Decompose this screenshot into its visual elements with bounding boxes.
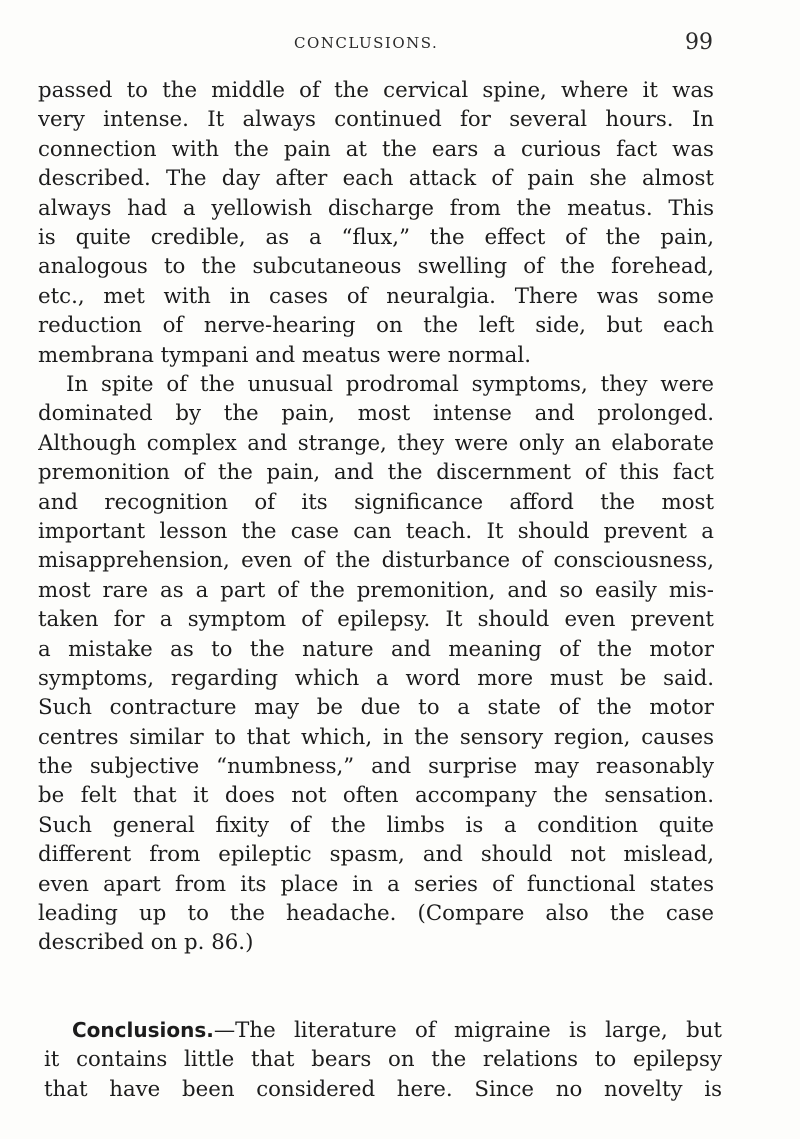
text-line: important lesson the case can teach. It should prevent a [38, 518, 714, 544]
text-line: and recognition of its significance afford the most [38, 489, 714, 515]
text-line: is quite credible, as a “flux,” the effect of the pain, [38, 224, 714, 250]
running-title: CONCLUSIONS. [294, 34, 439, 52]
paragraph-1 [38, 76, 714, 370]
text-line: Such general fixity of the limbs is a condition quite [38, 812, 714, 838]
text-line: that have been considered here. Since no novelty is [44, 1076, 722, 1102]
text-line: Although complex and strange, they were only an elaborate [38, 430, 714, 456]
text-line: Such contracture may be due to a state of the motor [38, 695, 714, 721]
text-line: membrana tympani and meatus were normal. [38, 342, 531, 368]
text-line: be felt that it does not often accompany the sensation. [38, 783, 714, 809]
paragraph-conclusions [44, 1016, 722, 1104]
text-line: passed to the middle of the cervical spine, where it was [38, 78, 714, 103]
text-line: etc., met with in cases of neuralgia. There was some [38, 283, 714, 309]
text-line: analogous to the subcutaneous swelling of the forehead, [38, 254, 714, 280]
page-number: 99 [685, 30, 713, 55]
text-line [44, 1016, 722, 1045]
text-line: very intense. It always continued for several hours. In [38, 107, 714, 133]
text-span: —The literature of migraine is large, but [213, 1018, 722, 1043]
text-line: misapprehension, even of the disturbance of consciousness, [38, 548, 714, 574]
text-line: premonition of the pain, and the discernment of this fact [38, 460, 714, 486]
text-line: a mistake as to the nature and meaning of the motor [38, 636, 714, 662]
text-line: dominated by the pain, most intense and prolonged. [38, 401, 714, 427]
text-line: it contains little that bears on the relations to epilepsy [44, 1047, 722, 1073]
paragraph-2 [38, 370, 714, 958]
text-line: centres similar to that which, in the sensory region, causes [38, 724, 714, 750]
text-line: In spite of the unusual prodromal symptoms, they were [66, 372, 714, 397]
text-line: symptoms, regarding which a word more must be said. [38, 665, 714, 691]
text-line: most rare as a part of the premonition, and so easily mis- [38, 577, 714, 603]
section-heading: Conclusions. [72, 1018, 214, 1042]
text-line: leading up to the headache. (Compare also the case [38, 901, 714, 927]
text-line: described. The day after each attack of pain she almost [38, 166, 714, 192]
text-line: described on p. 86.) [38, 930, 254, 956]
running-header [0, 30, 800, 60]
text-line: even apart from its place in a series of functional states [38, 871, 714, 897]
text-line: connection with the pain at the ears a curious fact was [38, 136, 714, 162]
text-line: reduction of nerve-hearing on the left side, but each [38, 313, 714, 339]
text-line: different from epileptic spasm, and should not mislead, [38, 842, 714, 868]
text-line: the subjective “numbness,” and surprise may reasonably [38, 754, 714, 780]
text-line: taken for a symptom of epilepsy. It should even prevent [38, 607, 714, 633]
text-line: always had a yellowish discharge from the meatus. This [38, 195, 714, 221]
